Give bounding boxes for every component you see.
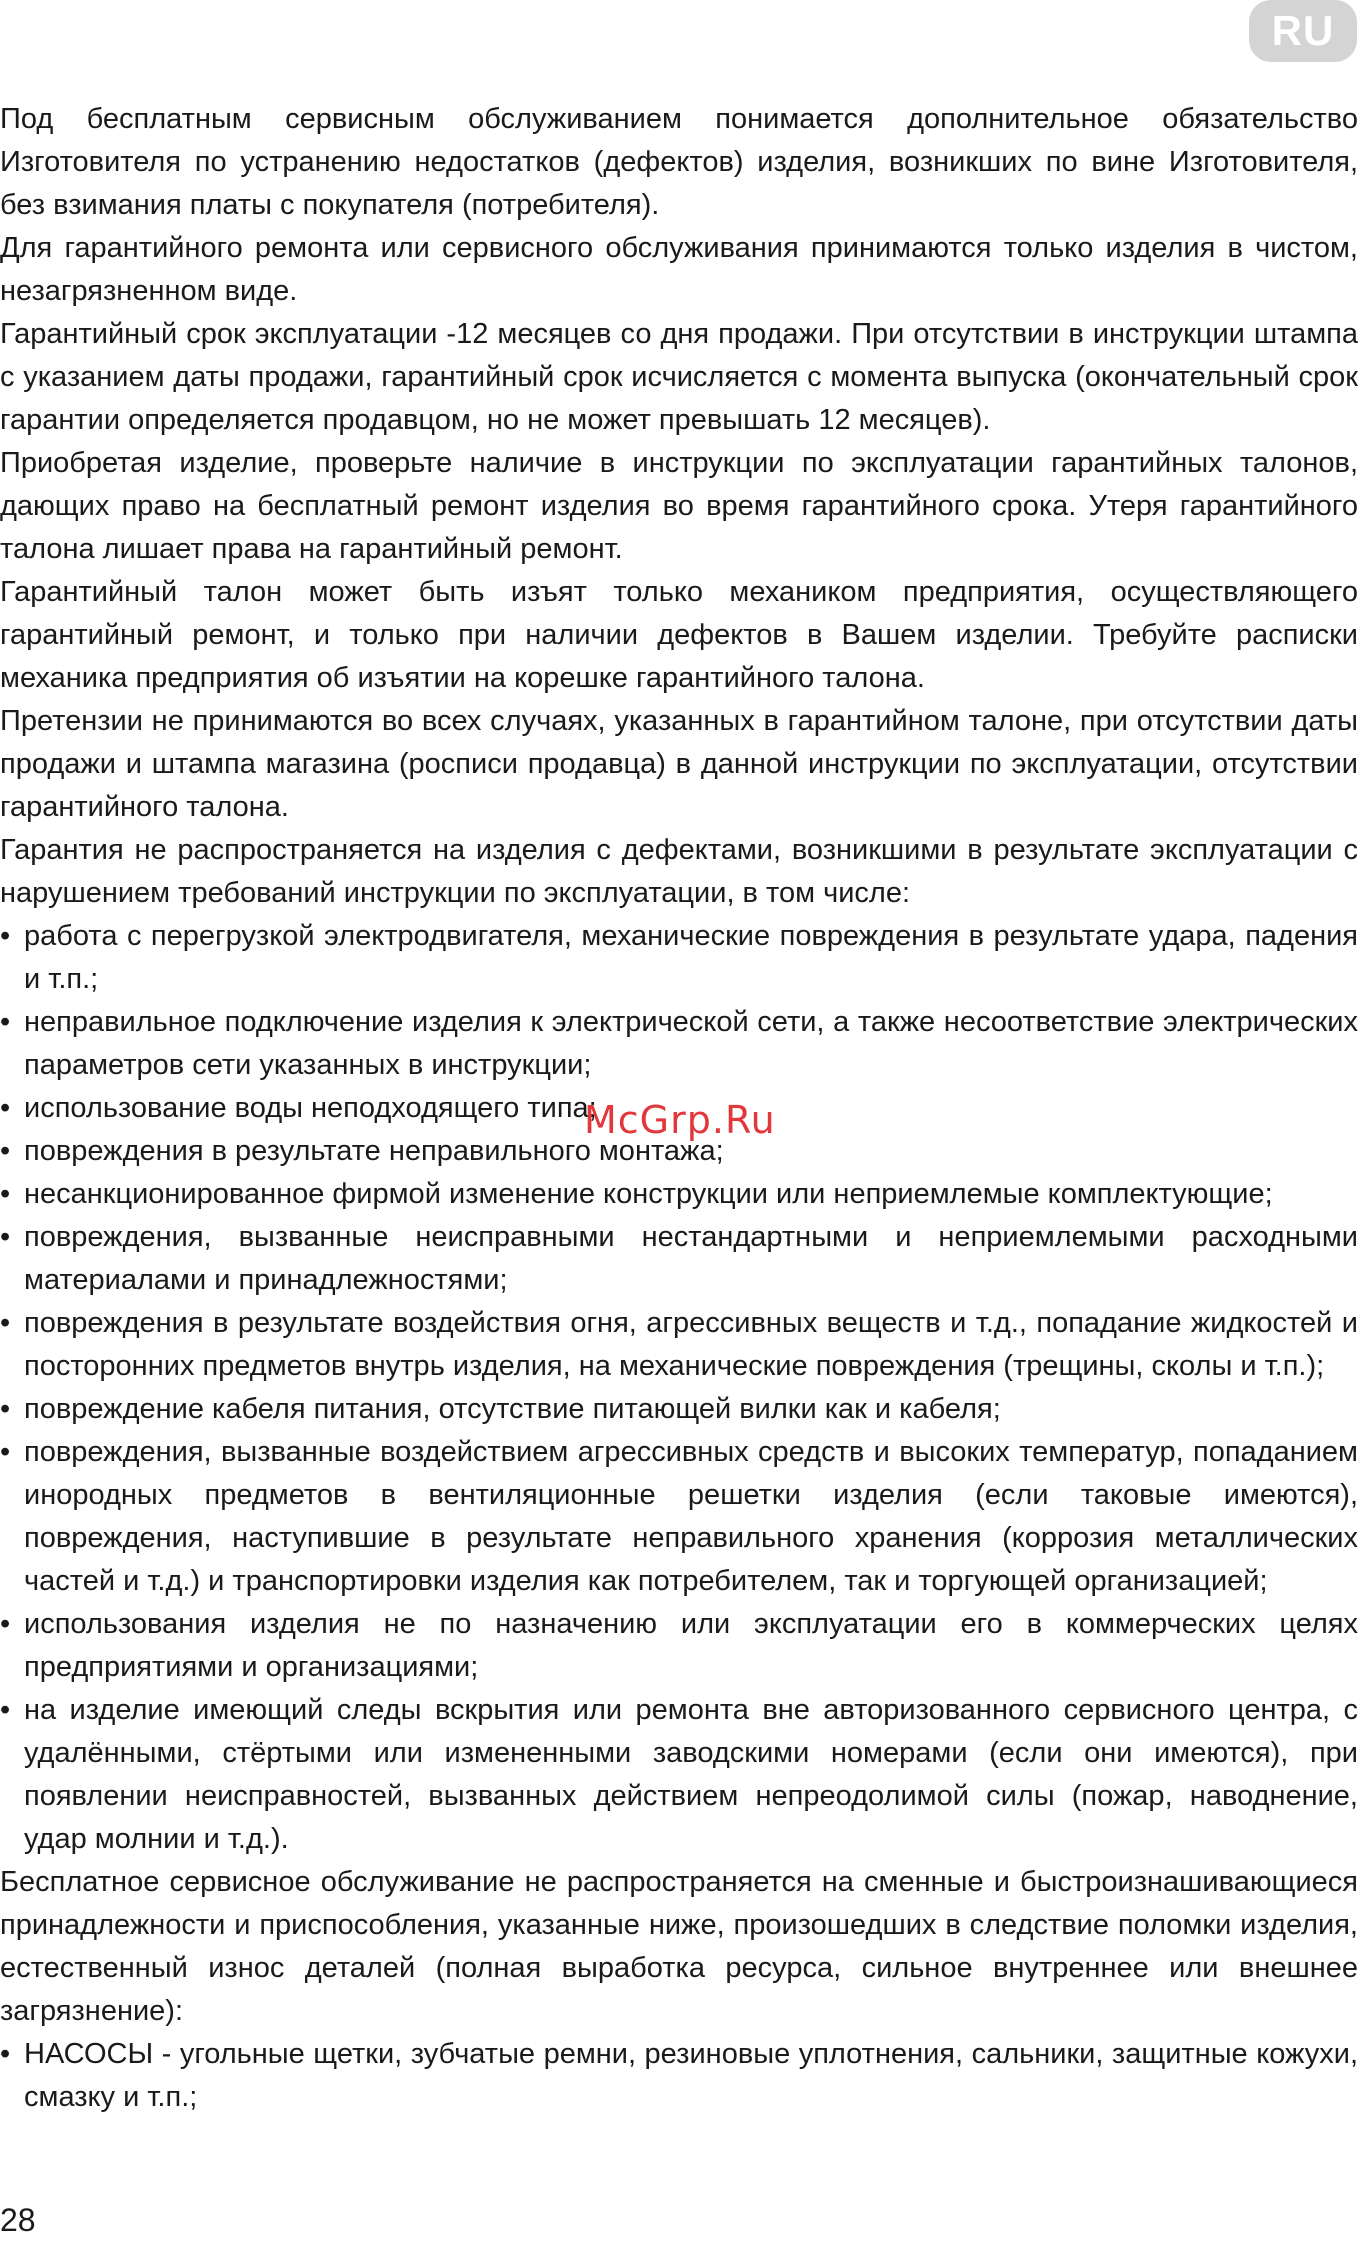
- page-number: 28: [0, 2202, 36, 2238]
- exclusions-list: [0, 915, 1358, 1861]
- paragraph-warranty-exclusions: Гарантия не распространяется на изделия с дефектами, возникшими в результате эксплуатации с нарушением требований инструкции по эксплуатации, в том числе:: [0, 834, 1358, 909]
- paragraph-clean-condition: Для гарантийного ремонта или сервисного обслуживания принимаются только изделия в чистом, незагрязненном виде.: [0, 232, 1358, 307]
- list-item: • использование воды неподходящего типа;: [0, 1087, 1358, 1130]
- list-item: • использования изделия не по назначению или эксплуатации его в коммерческих целях предприятиями и организациями;: [0, 1603, 1358, 1689]
- list-item: • НАСОСЫ - угольные щетки, зубчатые ремни, резиновые уплотнения, сальники, защитные кожухи, смазку и т.п.;: [0, 2033, 1358, 2119]
- list-item: • работа с перегрузкой электродвигателя, механические повреждения в результате удара, падения и т.п.;: [0, 915, 1358, 1001]
- language-badge: RU: [1249, 0, 1357, 62]
- watermark: McGrp.Ru: [584, 1098, 776, 1142]
- list-item: • повреждения в результате неправильного монтажа;: [0, 1130, 1358, 1173]
- list-item: • повреждения, вызванные неисправными нестандартными и неприемлемыми расходными материалами и принадлежностями;: [0, 1216, 1358, 1302]
- list-item: • несанкционированное фирмой изменение конструкции или неприемлемые комплектующие;: [0, 1173, 1358, 1216]
- paragraph-claims-rejected: Претензии не принимаются во всех случаях, указанных в гарантийном талоне, при отсутствии даты продажи и штампа магазина (росписи продавца) в данной инструкции по эксплуатации, отсутствии гарантийного талона.: [0, 705, 1358, 823]
- paragraph-warranty-coupons: Приобретая изделие, проверьте наличие в инструкции по эксплуатации гарантийных талонов, дающих право на бесплатный ремонт изделия во время гарантийного срока. Утеря гарантийного талона лишает права на гарантийный ремонт.: [0, 447, 1358, 565]
- paragraph-free-service: Под бесплатным сервисным обслуживанием понимается дополнительное обязательство Изготовителя по устранению недостатков (дефектов) изделия, возникших по вине Изготовителя, без взимания платы с покупателя (потребителя).: [0, 103, 1358, 221]
- list-item: • повреждение кабеля питания, отсутствие питающей вилки как и кабеля;: [0, 1388, 1358, 1431]
- list-item: • повреждения, вызванные воздействием агрессивных средств и высоких температур, попаданием инородных предметов в вентиляционные решетки изделия (если таковые имеются), повреждения, наступившие в результате неправильного хранения (коррозия металлических частей и т.д.) и транспортировки изделия как потребителем, так и торгующей организацией;: [0, 1431, 1358, 1603]
- paragraph-warranty-period: Гарантийный срок эксплуатации -12 месяцев со дня продажи. При отсутствии в инструкции штампа с указанием даты продажи, гарантийный срок исчисляется с момента выпуска (окончательный срок гарантии определяется продавцом, но не может превышать 12 месяцев).: [0, 318, 1358, 436]
- paragraph-coupon-removal: Гарантийный талон может быть изъят только механиком предприятия, осуществляющего гарантийный ремонт, и только при наличии дефектов в Вашем изделии. Требуйте расписки механика предприятия об изъятии на корешке гарантийного талона.: [0, 576, 1358, 694]
- paragraph-consumables: Бесплатное сервисное обслуживание не распространяется на сменные и быстроизнашивающиеся принадлежности и приспособления, указанные ниже, произошедших в следствие поломки изделия, естественный износ деталей (полная выработка ресурса, сильное внутреннее или внешнее загрязнение):: [0, 1866, 1358, 2027]
- list-item: • на изделие имеющий следы вскрытия или ремонта вне авторизованного сервисного центра, с удалёнными, стёртыми или измененными заводскими номерами (если они имеются), при появлении неисправностей, вызванных действием непреодолимой силы (пожар, наводнение, удар молнии и т.д.).: [0, 1689, 1358, 1861]
- consumables-list: [0, 2033, 1358, 2119]
- list-item: • неправильное подключение изделия к электрической сети, а также несоответствие электрических параметров сети указанных в инструкции;: [0, 1001, 1358, 1087]
- list-item: • повреждения в результате воздействия огня, агрессивных веществ и т.д., попадание жидкостей и посторонних предметов внутрь изделия, на механические повреждения (трещины, сколы и т.п.);: [0, 1302, 1358, 1388]
